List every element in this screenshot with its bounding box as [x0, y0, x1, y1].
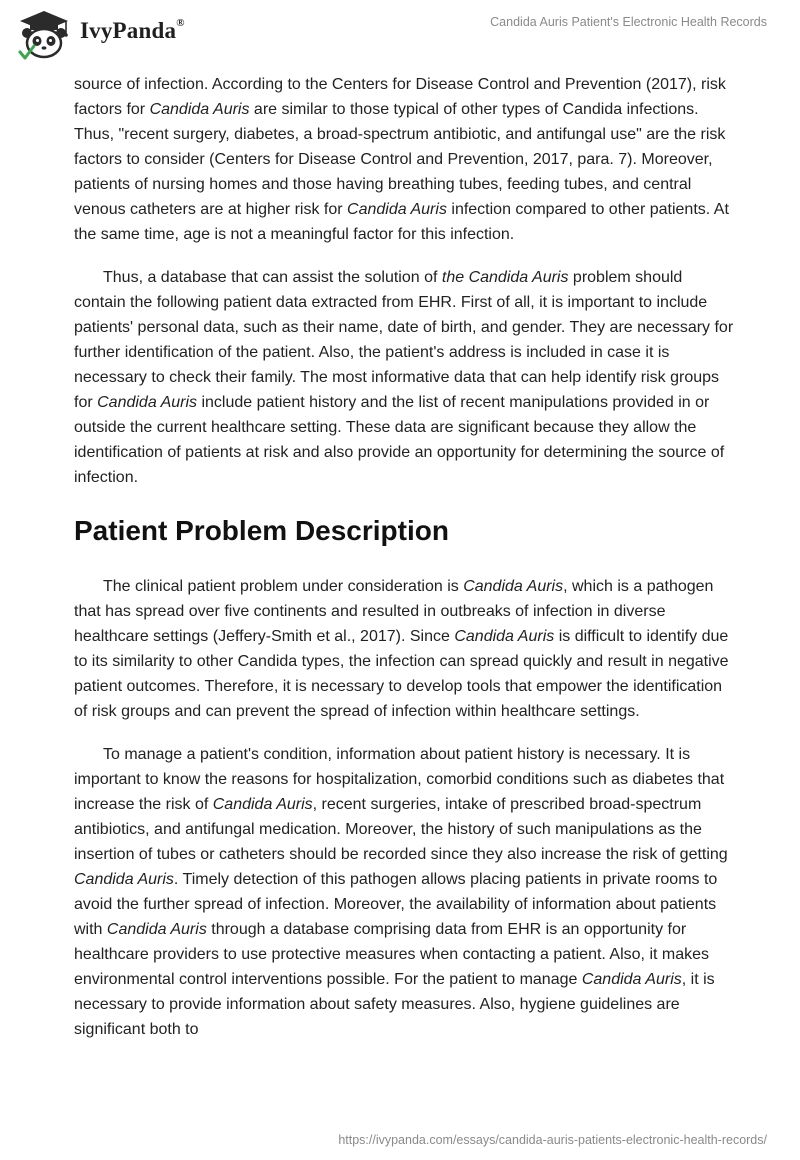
paragraph: source of infection. According to the Centers for Disease Control and Prevention (2017), risk factors for Candida Auris are similar to those typical of other types of Candida infections. Thus, "recent surgery, diabetes, a broad-spectrum antibiotic, and antifungal use" are the risk factors to consider (Centers for Disease Control and Prevention, 2017, para. 7). Moreover, patients of nursing homes and those having breathing tubes, feeding tubes, and central venous catheters are at higher risk for Candida Auris infection compared to other patients. At the same time, age is not a meaningful factor for this infection. — [74, 76, 729, 243]
paragraph: To manage a patient's condition, information about patient history is necessary. It is important to know the reasons for hospitalization, comorbid conditions such as diabetes that increase the risk of Candida Auris, recent surgeries, intake of prescribed broad-spectrum antibiotics, and antifungal medication. Moreover, the history of such manipulations as the insertion of tubes or catheters should be recorded since they also increase the risk of getting Candida Auris. Timely detection of this pathogen allows placing patients in private rooms to avoid the further spread of infection. Moreover, the availability of information about patients with Candida Auris through a database comprising data from EHR is an opportunity for healthcare providers to use protective measures when contacting a patient. Also, it makes environmental control interventions possible. For the patient to manage Candida Auris, it is necessary to provide information about safety measures. Also, hygiene guidelines are significant both to — [74, 746, 728, 1038]
essay-body — [74, 72, 734, 1060]
brand-name[interactable]: IvyPanda® — [80, 17, 185, 43]
section-heading: Patient Problem Description — [74, 515, 449, 546]
document-title: Candida Auris Patient's Electronic Health Records — [490, 15, 767, 29]
paragraph: The clinical patient problem under consideration is Candida Auris, which is a pathogen that has spread over five continents and resulted in outbreaks of infection in diverse healthcare settings (Jeffery-Smith et al., 2017). Since Candida Auris is difficult to identify due to its similarity to other Candida types, the infection can spread quickly and result in negative patient outcomes. Therefore, it is necessary to develop tools that empower the identification of risk groups and can prevent the spread of infection within healthcare settings. — [74, 578, 729, 720]
page-header — [0, 0, 800, 70]
ivypanda-logo-icon[interactable] — [14, 8, 74, 60]
source-url-link[interactable]: https://ivypanda.com/essays/candida-auris-patients-electronic-health-records/ — [338, 1133, 767, 1147]
paragraph: Thus, a database that can assist the solution of the Candida Auris problem should contain the following patient data extracted from EHR. First of all, it is important to include patients' personal data, such as their name, date of birth, and gender. They are necessary for further identification of the patient. Also, the patient's address is included in case it is necessary to check their family. The most informative data that can help identify risk groups for Candida Auris include patient history and the list of recent manipulations provided in or outside the current healthcare setting. These data are significant because they allow the identification of patients at risk and also provide an opportunity for determining the source of infection. — [74, 269, 734, 486]
